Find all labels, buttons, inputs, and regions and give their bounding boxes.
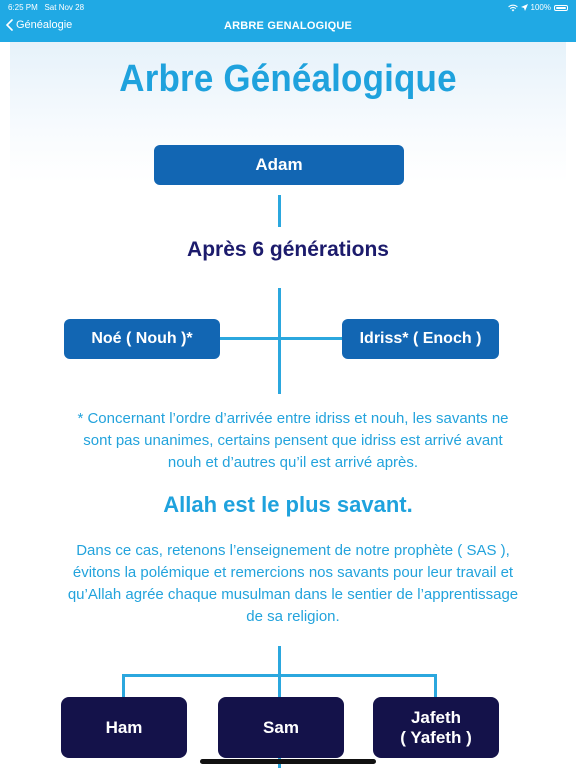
connector-jafeth <box>434 674 437 698</box>
node-idriss <box>342 319 499 359</box>
node-ham-label: Ham <box>105 717 143 737</box>
node-sam-label: Sam <box>263 717 299 737</box>
back-button-label: Généalogie <box>16 19 73 31</box>
battery-percent: 100% <box>530 3 551 12</box>
advice-text: Dans ce cas, retenons l’enseignement de notre prophète ( SAS ), évitons la polémique et remercions nos savants pour leur travail et qu’Allah agrée chaque musulman dans le sentier de l’apprentissage de sa religion. <box>67 542 519 625</box>
status-indicators <box>508 3 568 12</box>
connector-vertical-center <box>278 288 281 394</box>
node-noe <box>64 319 220 359</box>
status-date-text: Sat Nov 28 <box>44 3 85 12</box>
node-jafeth-label: Jafeth ( Yafeth ) <box>400 707 472 747</box>
content-page[interactable] <box>10 42 566 768</box>
location-icon <box>521 4 528 11</box>
top-bar <box>0 0 576 42</box>
nav-title: ARBRE GENALOGIQUE <box>223 20 353 32</box>
home-indicator[interactable] <box>200 759 376 764</box>
node-noe-label: Noé ( Nouh )* <box>91 330 193 347</box>
status-time-text: 6:25 PM <box>8 3 38 12</box>
wifi-icon <box>508 4 518 12</box>
node-ham <box>61 697 187 758</box>
node-idriss-label: Idriss* ( Enoch ) <box>359 330 482 347</box>
generations-label: Après 6 générations <box>187 238 389 261</box>
connector-adam-down <box>278 195 281 227</box>
connector-horizontal-split <box>220 337 344 340</box>
battery-icon <box>554 5 568 11</box>
page-title: Arbre Généalogique <box>119 58 457 100</box>
node-sam <box>218 697 344 758</box>
node-adam <box>154 145 404 185</box>
footnote-text: * Concernant l’ordre d’arrivée entre idriss et nouh, les savants ne sont pas unanimes, certains pensent que idriss est arrivé avant nouh et d’autres qu’il est arrivé après. <box>77 410 509 471</box>
allah-note: Allah est le plus savant. <box>163 492 413 517</box>
status-time <box>8 3 84 12</box>
connector-sons-horizontal <box>122 674 437 677</box>
node-adam-label: Adam <box>255 155 303 174</box>
connector-ham <box>122 674 125 698</box>
node-jafeth <box>373 697 499 758</box>
